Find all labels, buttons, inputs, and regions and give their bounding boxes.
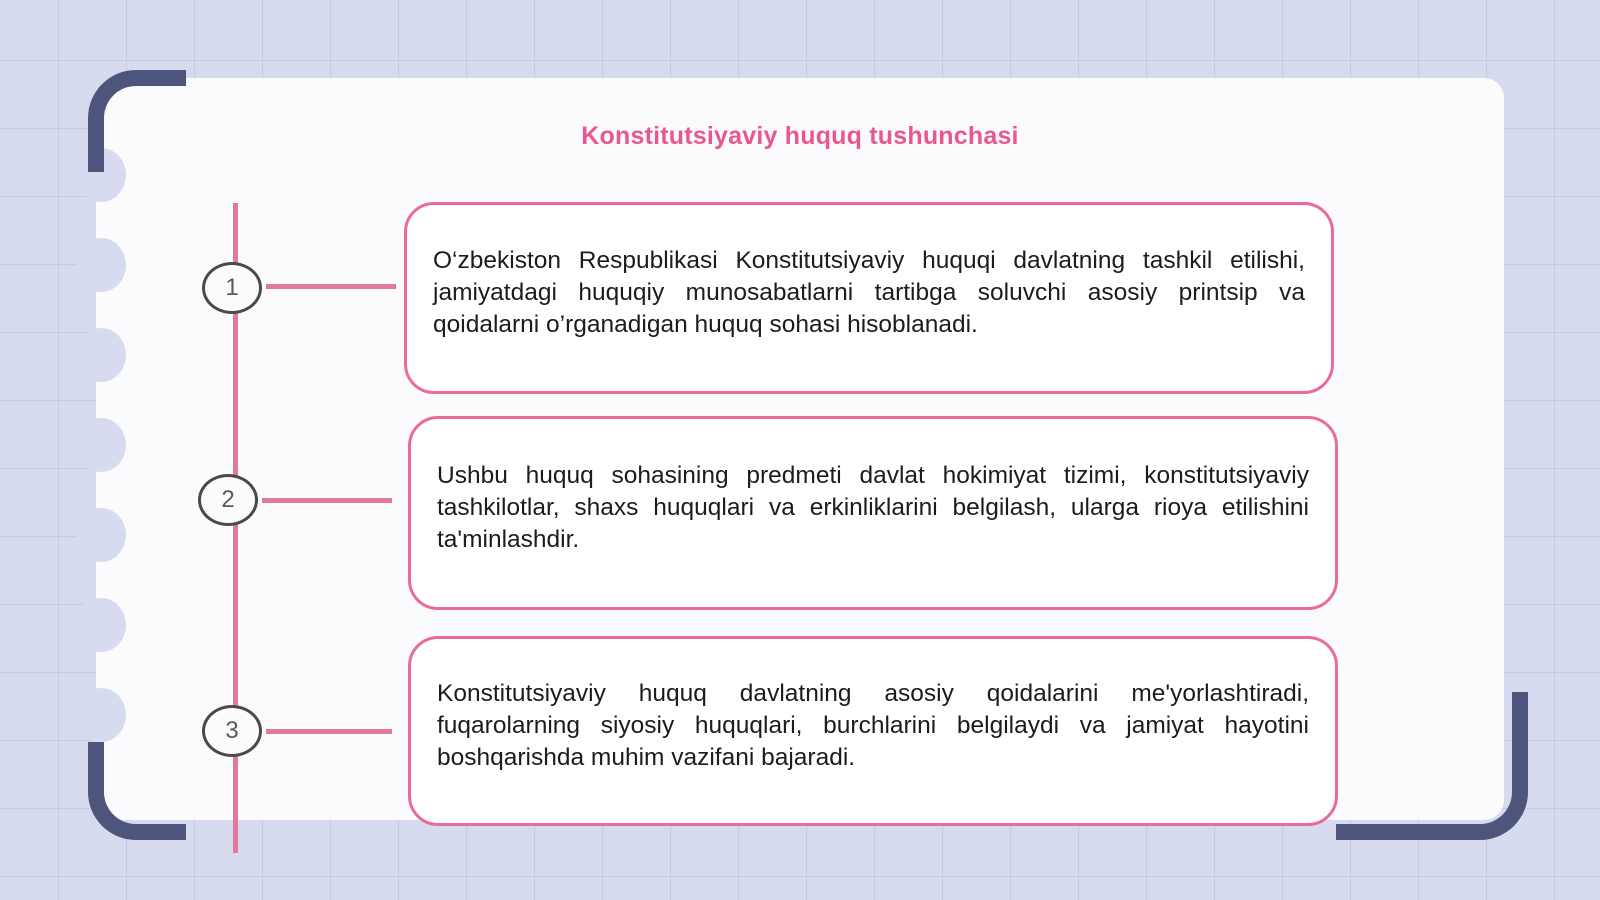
timeline-node-1	[202, 262, 262, 314]
timeline-card-text: O‘zbekiston Respublikasi Konstitutsiyaviy huquqi davlatning tashkil etilishi, jamiyatdagi huquqiy munosabatlarni tartibga soluvchi asosiy printsip va qoidalarni o’rganadigan huquq sohasi hisoblanadi.	[433, 247, 1305, 338]
paper-edge-scallop	[76, 418, 126, 472]
paper-edge-scallop	[76, 598, 126, 652]
timeline-node-2	[198, 474, 258, 526]
paper-edge-scallop	[76, 688, 126, 742]
timeline-card-text: Konstitutsiyaviy huquq davlatning asosiy qoidalarini me'yorlashtiradi, fuqarolarning siyosiy huquqlari, burchlarini belgilaydi va jamiyat hayotini boshqarishda muhim vazifani bajaradi.	[437, 680, 1309, 771]
corner-bracket-top-left	[88, 70, 186, 172]
slide-title: Konstitutsiyaviy huquq tushunchasi	[581, 122, 1019, 150]
timeline-card-3	[408, 636, 1338, 826]
paper-edge-scallop	[76, 328, 126, 382]
timeline-node-3	[202, 705, 262, 757]
timeline-card-text: Ushbu huquq sohasining predmeti davlat hokimiyat tizimi, konstitutsiyaviy tashkilotlar, shaxs huquqlari va erkinliklarini belgilash, ularga rioya etilishini ta'minlashdir.	[437, 462, 1309, 553]
timeline-card-2	[408, 416, 1338, 610]
timeline-node-number: 1	[225, 274, 239, 301]
paper-edge-scallop	[76, 508, 126, 562]
timeline-node-number: 3	[225, 717, 239, 744]
timeline-connector-2	[262, 498, 392, 503]
timeline-card-1	[404, 202, 1334, 394]
timeline-node-number: 2	[221, 486, 235, 513]
timeline-connector-1	[266, 284, 396, 289]
corner-bracket-bottom-left	[88, 742, 186, 840]
timeline-connector-3	[266, 729, 392, 734]
corner-bracket-bottom-right	[1336, 692, 1528, 840]
paper-edge-scallop	[76, 238, 126, 292]
